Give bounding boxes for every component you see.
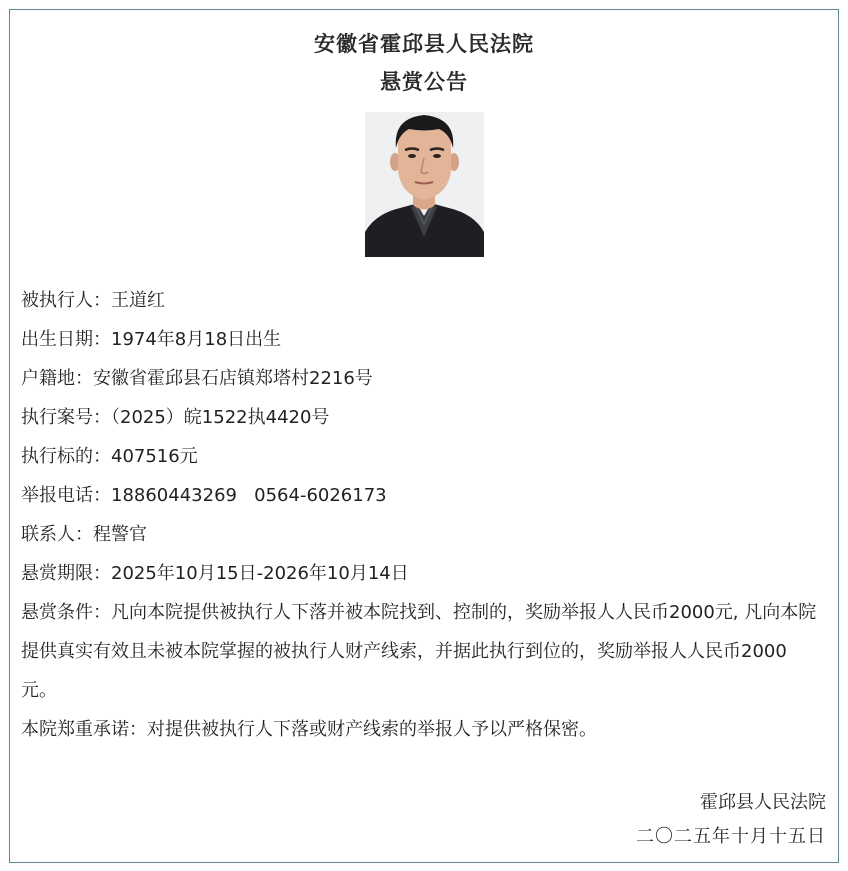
field-label: 被执行人： <box>21 290 111 311</box>
reward-conditions <box>21 593 821 710</box>
field-executed-person <box>21 287 821 326</box>
field-label: 联系人： <box>21 524 93 545</box>
field-value: 18860443269 0564-6026173 <box>111 485 387 506</box>
promise-text: 对提供被执行人下落或财产线索的举报人予以严格保密。 <box>147 719 597 740</box>
field-value: 2025年10月15日-2026年10月14日 <box>111 563 409 584</box>
field-label: 户籍地： <box>21 368 93 389</box>
field-registered-address <box>21 365 821 404</box>
field-value: 王道红 <box>111 290 165 311</box>
field-label: 执行案号： <box>21 407 111 428</box>
field-contact-person <box>21 521 821 560</box>
court-title: 安徽省霍邱县人民法院 <box>314 32 534 56</box>
field-birth-date <box>21 326 821 365</box>
field-label: 悬赏期限： <box>21 563 111 584</box>
conditions-text: 凡向本院提供被执行人下落并被本院找到、控制的，奖励举报人人民币2000元, 凡向本院提供真实有效且未被本院掌握的被执行人财产线索，并据此执行到位的，奖励举报人人民币2000元。 <box>21 602 817 701</box>
promise-label: 本院郑重承诺： <box>21 719 147 740</box>
field-label: 举报电话： <box>21 485 111 506</box>
field-value: （2025）皖1522执4420号 <box>111 407 330 428</box>
footer-court-name: 霍邱县人民法院 <box>700 792 826 813</box>
field-report-phone <box>21 482 821 521</box>
notice-title: 悬赏公告 <box>380 70 468 94</box>
field-label: 出生日期： <box>21 329 111 350</box>
field-label: 执行标的： <box>21 446 111 467</box>
notice-fields <box>21 287 821 749</box>
field-execution-amount <box>21 443 821 482</box>
person-photo <box>365 112 484 257</box>
conditions-label: 悬赏条件： <box>21 602 111 623</box>
footer-date: 二〇二五年十月十五日 <box>636 826 826 847</box>
portrait-image <box>365 112 484 257</box>
field-value: 安徽省霍邱县石店镇郑塔村2216号 <box>93 368 373 389</box>
field-value: 407516元 <box>111 446 198 467</box>
field-value: 1974年8月18日出生 <box>111 329 282 350</box>
court-promise <box>21 710 821 749</box>
field-value: 程警官 <box>93 524 147 545</box>
field-case-number <box>21 404 821 443</box>
